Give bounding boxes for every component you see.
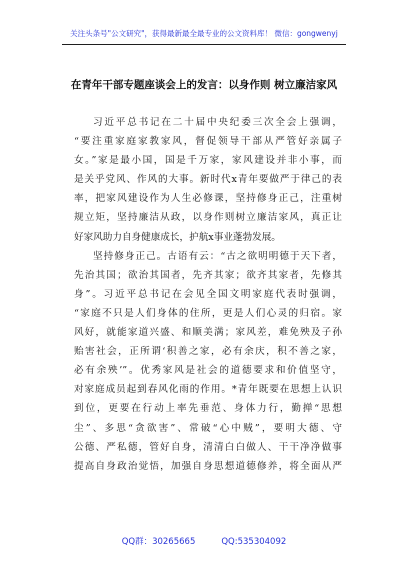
body-line: 率，把家风建设作为人生必修课，坚持修身正己，注重树 (74, 193, 342, 205)
body-line: 规立矩，坚持廉洁从政，以身作则树立廉洁家风，真正让 (74, 212, 342, 224)
footer-qq-group: QQ群：30265665 (121, 537, 196, 547)
body-line: 提高自身政治觉悟，加强自身思想道德修养，将全面从严 (74, 460, 342, 472)
body-line: 是关乎党风、作风的大事。新时代x青年要做严于律己的表 (74, 174, 342, 186)
body-line: 先治其国；欲治其国者，先齐其家；欲齐其家者，先修其 (74, 269, 342, 281)
header-divider (62, 44, 346, 45)
body-line: “家庭不只是人们身体的住所，更是人们心灵的归宿。家 (74, 307, 342, 319)
footer-contacts (0, 535, 408, 547)
body-line: 尘”、多思“贪欲害”、常破“心中贼”，要明大德、守 (74, 422, 342, 434)
body-line: 习近平总书记在二十届中央纪委三次全会上强调， (93, 117, 342, 128)
body-line: 必有余殃’”。优秀家风是社会的道德要求和价值坚守， (74, 365, 342, 377)
document-body (74, 113, 342, 476)
body-line: 好家风助力自身健康成长，护航x事业蓬勃发展。 (74, 231, 281, 243)
body-line: 对家庭成员起到春风化雨的作用。*青年既要在思想上认识 (74, 384, 342, 396)
footer-qq-number: QQ:535304092 (221, 537, 287, 547)
body-line: 风好，就能家道兴盛、和顺美满；家风差，难免殃及子孙 (74, 327, 342, 339)
document-title: 在青年干部专题座谈会上的发言：以身作则 树立廉洁家风 (70, 79, 338, 91)
body-line: “要注重家庭家教家风，督促领导干部从严管好亲属子 (74, 136, 342, 148)
body-line: 坚持修身正己。古语有云：“古之欲明明德于天下者， (93, 250, 342, 262)
body-line: 到位，更要在行动上率先垂范、身体力行，勤掸“思想 (74, 403, 342, 415)
body-line: 公德、严私德，管好自身，清清白白做人、干干净净做事 (74, 441, 342, 453)
body-line: 身”。习近平总书记在会见全国文明家庭代表时强调， (74, 288, 342, 300)
body-line: 贻害社会，正所谓‘积善之家，必有余庆，积不善之家， (74, 346, 342, 358)
header-banner: 关注头条号"公文研究"，获得最新最全最专业的公文资料库！ 微信：gongwenyj (70, 29, 338, 38)
body-line: 女。”家是最小国，国是千万家，家风建设并非小事，而 (74, 155, 342, 167)
